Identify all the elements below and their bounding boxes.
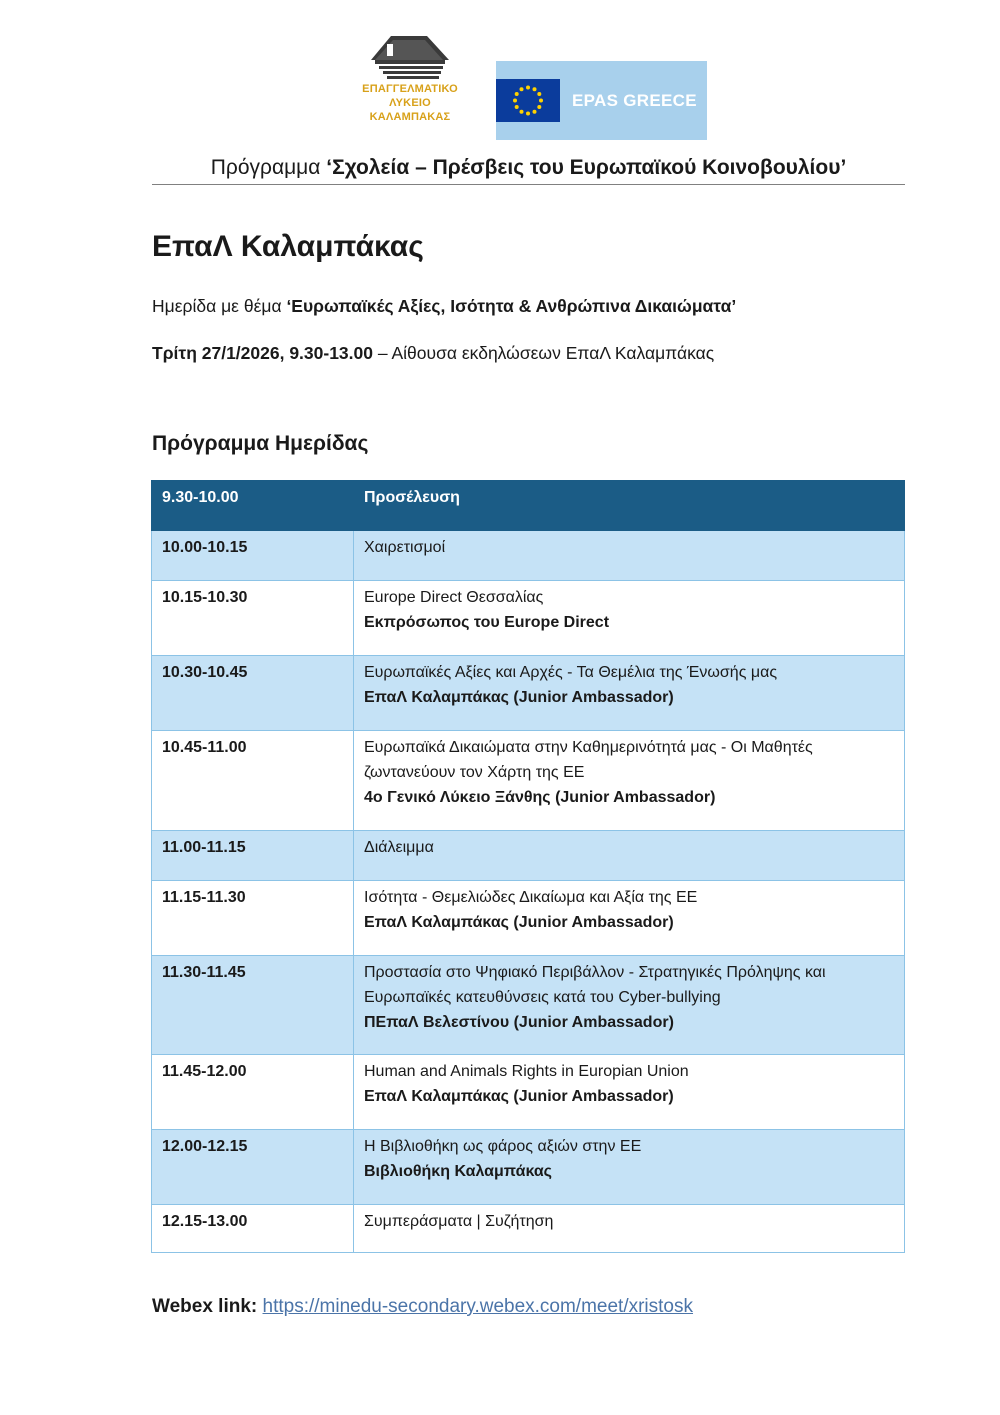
activity-speaker: 4ο Γενικό Λύκειο Ξάνθης (Junior Ambassador) — [364, 789, 716, 806]
activity-speaker: Εκπρόσωπος του Europe Direct — [364, 614, 610, 631]
table-row — [152, 1205, 905, 1253]
activity-desc: Human and Animals Rights in Europian Union — [364, 1063, 689, 1080]
activity-cell — [354, 531, 905, 581]
time-cell: 11.15-11.30 — [152, 881, 354, 956]
table-row — [152, 1055, 905, 1130]
agenda-table — [151, 480, 905, 1253]
table-row — [152, 831, 905, 881]
event-where: – Αίθουσα εκδηλώσεων ΕπαΛ Καλαμπάκας — [373, 343, 715, 363]
table-header-row — [152, 481, 905, 531]
table-row — [152, 1130, 905, 1205]
time-cell: 10.45-11.00 — [152, 731, 354, 831]
table-row — [152, 656, 905, 731]
activity-cell — [354, 956, 905, 1055]
activity-speaker: ΕπαΛ Καλαμπάκας (Junior Ambassador) — [364, 914, 674, 931]
activity-cell — [354, 581, 905, 656]
event-theme — [152, 296, 736, 317]
table-row — [152, 531, 905, 581]
activity-speaker: ΠΕπαΛ Βελεστίνου (Junior Ambassador) — [364, 1014, 674, 1031]
time-cell: 9.30-10.00 — [152, 481, 354, 531]
activity-cell: Προσέλευση — [354, 481, 905, 531]
activity-desc: Ισότητα - Θεμελιώδες Δικαίωμα και Αξία της ΕΕ — [364, 889, 698, 906]
school-logo — [356, 30, 464, 130]
activity-desc: Προστασία στο Ψηφιακό Περιβάλλον - Στρατηγικές Πρόληψης και Ευρωπαϊκές κατευθύνσεις κατά του Cyber-bullying — [364, 964, 826, 1006]
event-when: Τρίτη 27/1/2026, 9.30-13.00 — [152, 343, 373, 363]
school-heading: ΕπαΛ Καλαμπάκας — [152, 230, 424, 263]
activity-cell — [354, 731, 905, 831]
activity-cell — [354, 656, 905, 731]
activity-cell — [354, 1205, 905, 1253]
time-cell: 12.15-13.00 — [152, 1205, 354, 1253]
event-date — [152, 343, 714, 364]
activity-cell — [354, 831, 905, 881]
school-logo-line: ΚΑΛΑΜΠΑΚΑΣ — [369, 111, 451, 123]
school-logo-text — [356, 82, 464, 124]
activity-cell — [354, 881, 905, 956]
activity-desc: Διάλειμμα — [364, 839, 434, 856]
epas-greece-logo — [496, 61, 707, 140]
agenda-heading: Πρόγραμμα Ημερίδας — [152, 432, 369, 455]
activity-cell — [354, 1055, 905, 1130]
time-cell: 11.45-12.00 — [152, 1055, 354, 1130]
activity-desc: Ευρωπαϊκά Δικαιώματα στην Καθημερινότητά μας - Οι Μαθητές ζωντανεύουν τον Χάρτη της ΕΕ — [364, 739, 813, 781]
theme-name: ‘Ευρωπαϊκές Αξίες, Ισότητα & Ανθρώπινα Δικαιώματα’ — [286, 296, 737, 316]
activity-desc: Ευρωπαϊκές Αξίες και Αρχές - Τα Θεμέλια της Ένωσής μας — [364, 664, 778, 681]
activity-desc: Συμπεράσματα | Συζήτηση — [364, 1213, 554, 1230]
time-cell: 10.30-10.45 — [152, 656, 354, 731]
table-row — [152, 581, 905, 656]
webex-line — [152, 1296, 693, 1318]
webex-label: Webex link: — [152, 1296, 258, 1317]
epas-label: EPAS GREECE — [572, 91, 697, 110]
table-row — [152, 731, 905, 831]
time-cell: 11.30-11.45 — [152, 956, 354, 1055]
activity-desc: Η Βιβλιοθήκη ως φάρος αξιών στην ΕΕ — [364, 1138, 642, 1155]
time-cell: 10.15-10.30 — [152, 581, 354, 656]
activity-desc: Χαιρετισμοί — [364, 539, 446, 556]
activity-speaker: ΕπαΛ Καλαμπάκας (Junior Ambassador) — [364, 1088, 674, 1105]
eu-flag-icon — [496, 79, 560, 122]
program-name: ‘Σχολεία – Πρέσβεις του Ευρωπαϊκού Κοινοβουλίου’ — [326, 156, 847, 179]
program-title — [152, 156, 905, 185]
table-row — [152, 956, 905, 1055]
school-logo-line: ΕΠΑΓΓΕΛΜΑΤΙΚΟ — [362, 83, 458, 95]
time-cell: 12.00-12.15 — [152, 1130, 354, 1205]
table-row — [152, 881, 905, 956]
time-cell: 10.00-10.15 — [152, 531, 354, 581]
activity-speaker: ΕπαΛ Καλαμπάκας (Junior Ambassador) — [364, 689, 674, 706]
house-roof-icon — [365, 30, 455, 82]
school-logo-line: ΛΥΚΕΙΟ — [389, 97, 431, 109]
program-prefix: Πρόγραμμα — [210, 156, 327, 179]
activity-desc: Europe Direct Θεσσαλίας — [364, 589, 544, 606]
activity-cell — [354, 1130, 905, 1205]
activity-speaker: Βιβλιοθήκη Καλαμπάκας — [364, 1163, 552, 1180]
webex-link[interactable]: https://minedu-secondary.webex.com/meet/xristosk — [262, 1296, 694, 1317]
theme-prefix: Ημερίδα με θέμα — [152, 296, 287, 316]
time-cell: 11.00-11.15 — [152, 831, 354, 881]
